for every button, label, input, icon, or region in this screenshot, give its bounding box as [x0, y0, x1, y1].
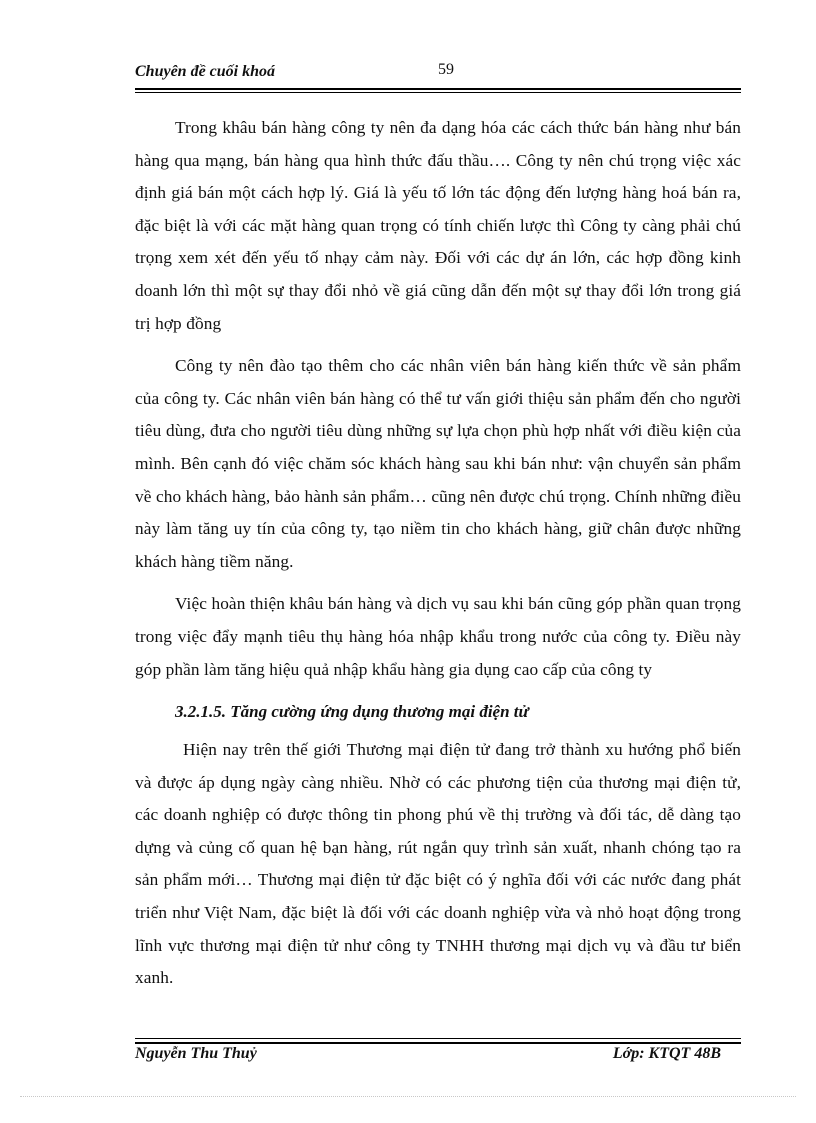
- page-body: [135, 112, 741, 995]
- paragraph-ecommerce: Hiện nay trên thế giới Thương mại điện tử đang trở thành xu hướng phổ biến và được áp dụng ngày càng nhiều. Nhờ có các phương tiện của thương mại điện tử, các doanh nghiệp có được thông tin phong phú về thị trường và đối tác, dễ dàng tạo dựng và củng cố quan hệ bạn hàng, rút ngắn quy trình sản xuất, nhanh chóng tạo ra sản phẩm mới… Thương mại điện tử đặc biệt có ý nghĩa đối với các nước đang phát triển như Việt Nam, đặc biệt là đối với các doanh nghiệp vừa và nhỏ hoạt động trong lĩnh vực thương mại điện tử như công ty TNHH thương mại dịch vụ và đầu tư biển xanh.: [135, 740, 741, 988]
- paragraph-sales-channels: Trong khâu bán hàng công ty nên đa dạng hóa các cách thức bán hàng như bán hàng qua mạng, bán hàng qua hình thức đấu thầu…. Công ty nên chú trọng việc xác định giá bán một cách hợp lý. Giá là yếu tố lớn tác động đến lượng hàng hoá bán ra, đặc biệt là với các mặt hàng quan trọng có tính chiến lược thì Công ty càng phải chú trọng xem xét đến yếu tố nhạy cảm này. Đối với các dự án lớn, các hợp đồng kinh doanh lớn thì một sự thay đổi nhỏ về giá cũng dẫn đến một sự thay đổi lớn trong giá trị hợp đồng: [135, 118, 741, 333]
- section-heading: 3.2.1.5. Tăng cường ứng dụng thương mại điện tử: [175, 702, 529, 722]
- paragraph-staff-training: Công ty nên đào tạo thêm cho các nhân viên bán hàng kiến thức về sản phẩm của công ty. Các nhân viên bán hàng có thể tư vấn giới thiệu sản phẩm đến cho người tiêu dùng, đưa cho người tiêu dùng những sự lựa chọn phù hợp nhất với điều kiện của mình. Bên cạnh đó việc chăm sóc khách hàng sau khi bán như: vận chuyển sản phẩm về cho khách hàng, bảo hành sản phẩm… cũng nên được chú trọng. Chính những điều này làm tăng uy tín của công ty, tạo niềm tin cho khách hàng, giữ chân được những khách hàng tiềm năng.: [135, 356, 741, 571]
- paragraph-after-sales: Việc hoàn thiện khâu bán hàng và dịch vụ sau khi bán cũng góp phần quan trọng trong việc đẩy mạnh tiêu thụ hàng hóa nhập khẩu trong nước của công ty. Điều này góp phần làm tăng hiệu quả nhập khẩu hàng gia dụng cao cấp của công ty: [135, 594, 741, 679]
- header-rule-thick: [135, 88, 741, 90]
- header-rule-thin: [135, 92, 741, 93]
- footer-rule-thick: [135, 1042, 741, 1044]
- footer-author: Nguyễn Thu Thuỷ: [135, 1045, 257, 1062]
- page-header: [135, 60, 741, 86]
- footer-rule-thin: [135, 1038, 741, 1039]
- document-title: Chuyên đề cuối khoá: [135, 63, 276, 80]
- footer-class: Lớp: KTQT 48B: [612, 1045, 721, 1062]
- page-number: 59: [438, 61, 454, 78]
- page-bottom-dotted-line: [20, 1096, 796, 1097]
